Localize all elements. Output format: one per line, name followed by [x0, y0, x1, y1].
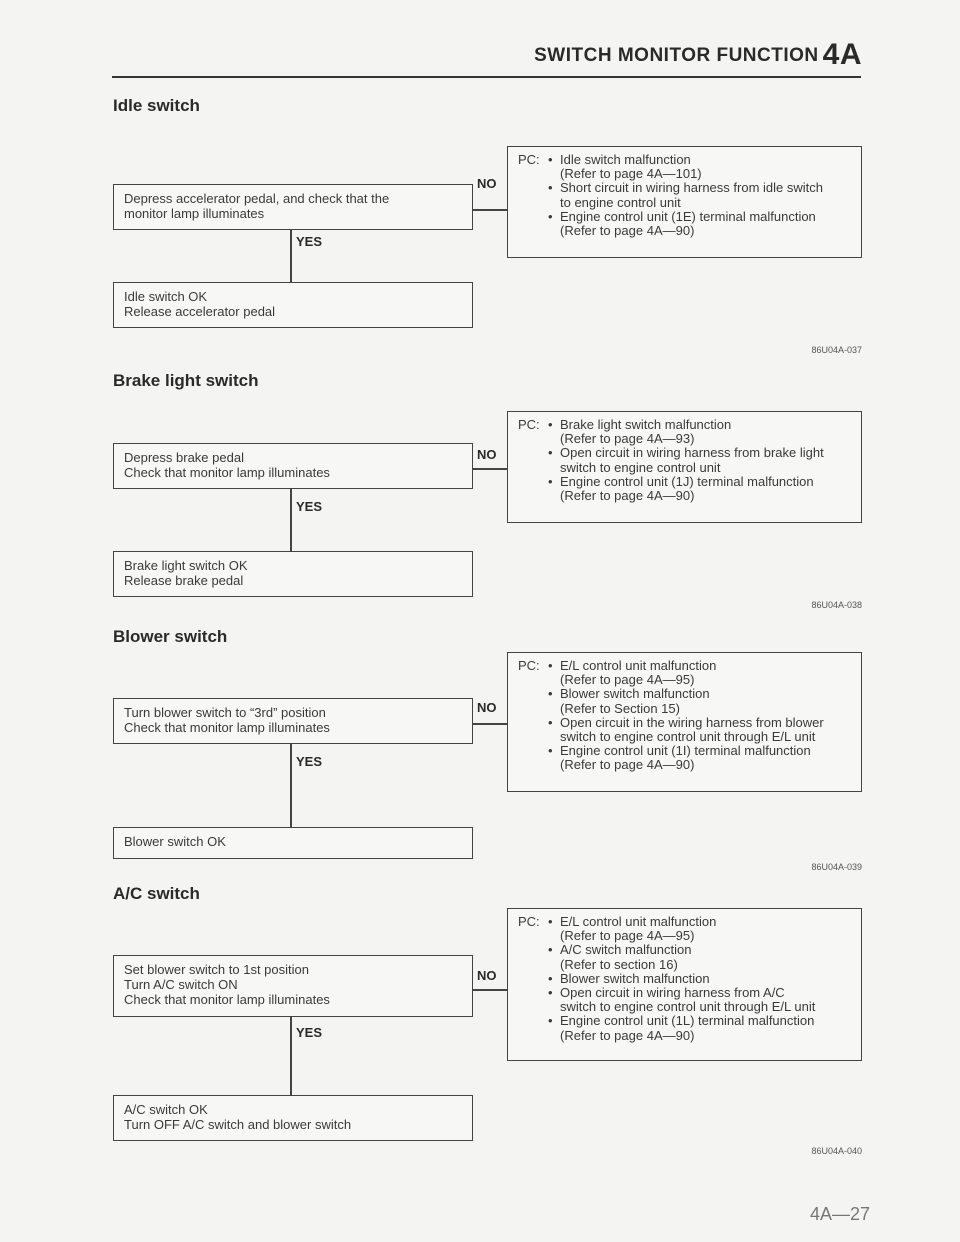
- possible-cause-row: [518, 418, 851, 503]
- possible-cause-box: [507, 146, 862, 258]
- cause-item: [548, 659, 851, 687]
- cause-list: [548, 659, 851, 773]
- no-connector: [473, 723, 507, 725]
- cause-list: [548, 915, 851, 1043]
- bullet-icon: •: [548, 473, 553, 489]
- cause-item: [548, 744, 851, 772]
- no-label: NO: [477, 176, 497, 191]
- pc-label: PC:: [518, 914, 540, 929]
- pc-label: PC:: [518, 658, 540, 673]
- cause-item: [548, 986, 851, 1014]
- cause-text: [560, 210, 816, 238]
- yes-label: YES: [296, 234, 323, 249]
- cause-item: [548, 943, 851, 971]
- check-step-line: monitor lamp illuminates: [124, 206, 265, 221]
- yes-connector: [290, 489, 292, 551]
- possible-cause-row: [518, 153, 851, 238]
- check-step-line: Turn A/C switch ON: [124, 977, 238, 992]
- header-title-text: SWITCH MONITOR FUNCTION: [534, 45, 819, 66]
- result-ok-box: [113, 827, 473, 859]
- result-ok-line: Brake light switch OK: [124, 558, 248, 573]
- result-ok-box: [113, 282, 473, 328]
- cause-line: (Refer to page 4A—90): [560, 488, 695, 504]
- cause-line: to engine control unit: [560, 194, 681, 210]
- check-step-line: Depress accelerator pedal, and check that the: [124, 191, 390, 206]
- check-step-line: Check that monitor lamp illuminates: [124, 720, 330, 735]
- result-ok-line: Idle switch OK: [124, 289, 208, 304]
- cause-line: (Refer to Section 15): [560, 700, 680, 716]
- cause-text: [560, 418, 731, 446]
- bullet-icon: •: [548, 1013, 553, 1029]
- check-step-line: Check that monitor lamp illuminates: [124, 465, 330, 480]
- section-number: 4A: [822, 38, 862, 71]
- bullet-icon: •: [548, 686, 553, 702]
- bullet-icon: •: [548, 417, 553, 432]
- possible-cause-row: [518, 915, 851, 1043]
- bullet-icon: •: [548, 180, 553, 196]
- bullet-icon: •: [548, 658, 553, 673]
- cause-line: Open circuit in wiring harness from brake light: [560, 445, 824, 461]
- cause-item: [548, 972, 851, 986]
- pc-label: PC:: [518, 417, 540, 432]
- cause-text: [560, 1014, 814, 1042]
- cause-text: [560, 475, 814, 503]
- possible-cause-box: [507, 908, 862, 1061]
- cause-item: [548, 153, 851, 181]
- check-step-line: Check that monitor lamp illuminates: [124, 992, 330, 1007]
- page-number: 4A—27: [809, 1204, 870, 1224]
- no-label: NO: [477, 447, 497, 462]
- cause-line: (Refer to page 4A—95): [560, 672, 695, 688]
- cause-item: [548, 446, 851, 474]
- cause-text: [560, 446, 824, 474]
- check-step-line: Depress brake pedal: [124, 450, 244, 465]
- section-title: Blower switch: [113, 627, 228, 646]
- result-ok-line: Blower switch OK: [124, 834, 226, 849]
- cause-line: (Refer to page 4A—101): [560, 166, 702, 182]
- check-step-line: Set blower switch to 1st position: [124, 962, 309, 977]
- possible-cause-row: [518, 659, 851, 773]
- yes-label: YES: [296, 754, 323, 769]
- result-ok-line: Turn OFF A/C switch and blower switch: [124, 1117, 352, 1132]
- cause-text: [560, 153, 702, 181]
- cause-line: Blower switch malfunction: [560, 686, 710, 702]
- check-step-box: [113, 955, 473, 1017]
- yes-connector: [290, 1017, 292, 1095]
- yes-connector: [290, 230, 292, 282]
- cause-item: [548, 687, 851, 715]
- bullet-icon: •: [548, 445, 553, 461]
- cause-list: [548, 418, 851, 503]
- cause-item: [548, 181, 851, 209]
- cause-line: Short circuit in wiring harness from idle switch: [560, 180, 823, 196]
- yes-connector: [290, 744, 292, 827]
- bullet-icon: •: [548, 208, 553, 224]
- bullet-icon: •: [548, 970, 553, 986]
- cause-line: Blower switch malfunction: [560, 970, 710, 986]
- cause-line: Engine control unit (1L) terminal malfunction: [560, 1013, 815, 1029]
- cause-line: (Refer to section 16): [560, 956, 678, 972]
- cause-line: switch to engine control unit through E/L unit: [560, 729, 816, 745]
- figure-code: 86U04A-039: [811, 862, 862, 872]
- pc-label: PC:: [518, 152, 540, 167]
- figure-code: 86U04A-040: [811, 1146, 862, 1156]
- no-connector: [473, 989, 507, 991]
- section-title: Brake light switch: [113, 371, 259, 390]
- cause-line: Idle switch malfunction: [560, 152, 691, 167]
- result-ok-box: [113, 551, 473, 597]
- cause-text: [560, 986, 815, 1014]
- result-ok-line: Release brake pedal: [124, 573, 244, 588]
- figure-code: 86U04A-037: [811, 345, 862, 355]
- figure-code: 86U04A-038: [811, 600, 862, 610]
- cause-line: (Refer to page 4A—93): [560, 431, 695, 447]
- no-connector: [473, 468, 507, 470]
- cause-text: [560, 972, 710, 986]
- page-header-title: [534, 38, 862, 72]
- cause-text: [560, 943, 692, 971]
- bullet-icon: •: [548, 914, 553, 929]
- section-title: Idle switch: [113, 96, 200, 115]
- cause-line: Brake light switch malfunction: [560, 417, 732, 432]
- check-step-box: [113, 184, 473, 230]
- cause-item: [548, 418, 851, 446]
- cause-item: [548, 915, 851, 943]
- possible-cause-box: [507, 652, 862, 792]
- cause-line: E/L control unit malfunction: [560, 658, 717, 673]
- cause-line: switch to engine control unit: [560, 459, 721, 475]
- cause-text: [560, 716, 824, 744]
- result-ok-line: A/C switch OK: [124, 1102, 208, 1117]
- cause-line: (Refer to page 4A—90): [560, 223, 695, 239]
- cause-line: switch to engine control unit through E/L unit: [560, 999, 816, 1015]
- cause-line: (Refer to page 4A—95): [560, 928, 695, 944]
- result-ok-box: [113, 1095, 473, 1141]
- bullet-icon: •: [548, 985, 553, 1001]
- cause-line: E/L control unit malfunction: [560, 914, 717, 929]
- cause-text: [560, 181, 823, 209]
- bullet-icon: •: [548, 152, 553, 167]
- cause-line: (Refer to page 4A—90): [560, 1027, 695, 1043]
- cause-line: A/C switch malfunction: [560, 942, 692, 958]
- yes-label: YES: [296, 1025, 323, 1040]
- no-connector: [473, 209, 507, 211]
- check-step-box: [113, 443, 473, 489]
- cause-item: [548, 716, 851, 744]
- cause-line: Engine control unit (1E) terminal malfunction: [560, 208, 816, 224]
- result-ok-line: Release accelerator pedal: [124, 304, 276, 319]
- bullet-icon: •: [548, 714, 553, 730]
- cause-line: Open circuit in the wiring harness from blower: [560, 714, 824, 730]
- cause-line: Engine control unit (1J) terminal malfunction: [560, 473, 814, 489]
- no-label: NO: [477, 968, 497, 983]
- bullet-icon: •: [548, 942, 553, 958]
- section-title: A/C switch: [113, 884, 200, 903]
- cause-item: [548, 1014, 851, 1042]
- header-rule: [112, 76, 861, 78]
- cause-text: [560, 659, 716, 687]
- bullet-icon: •: [548, 743, 553, 759]
- cause-line: Open circuit in wiring harness from A/C: [560, 985, 785, 1001]
- check-step-line: Turn blower switch to “3rd” position: [124, 705, 326, 720]
- no-label: NO: [477, 700, 497, 715]
- cause-text: [560, 744, 811, 772]
- cause-text: [560, 915, 716, 943]
- check-step-box: [113, 698, 473, 744]
- yes-label: YES: [296, 499, 323, 514]
- possible-cause-box: [507, 411, 862, 523]
- cause-text: [560, 687, 710, 715]
- cause-line: (Refer to page 4A—90): [560, 757, 695, 773]
- cause-item: [548, 475, 851, 503]
- cause-list: [548, 153, 851, 238]
- cause-item: [548, 210, 851, 238]
- cause-line: Engine control unit (1I) terminal malfunction: [560, 743, 811, 759]
